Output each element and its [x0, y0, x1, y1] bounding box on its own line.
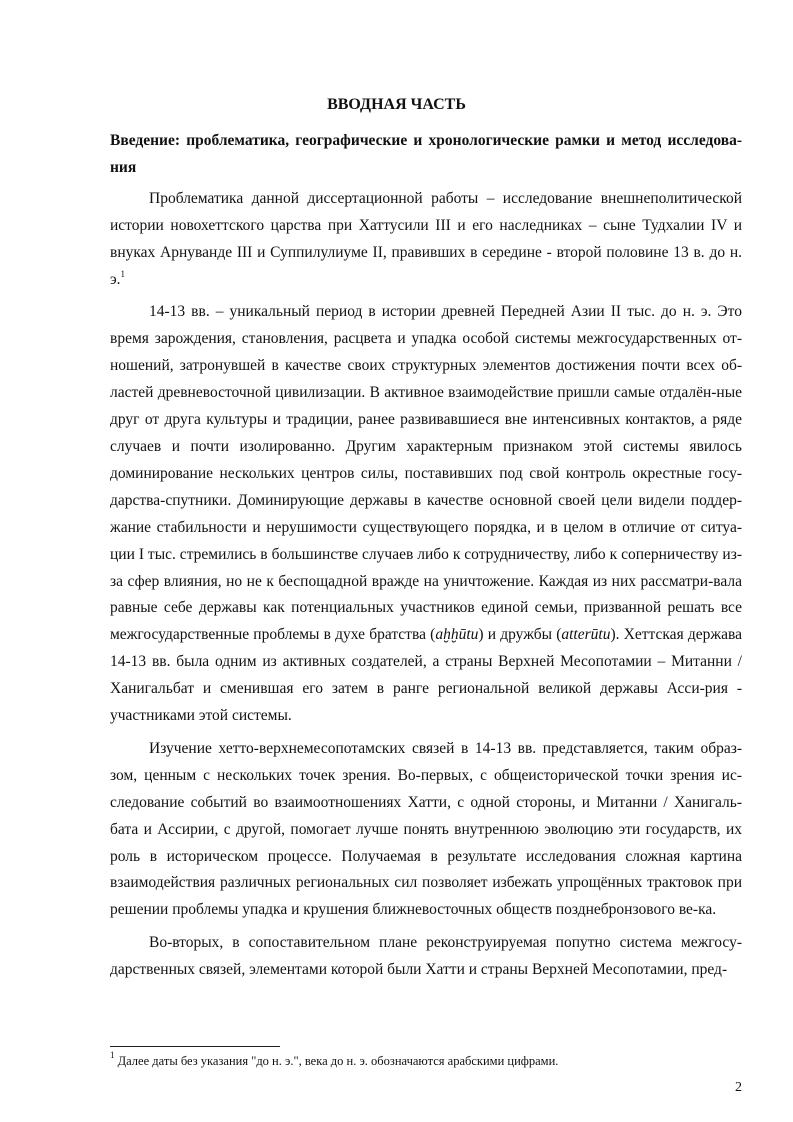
footnote-reference: 1 [120, 268, 126, 279]
term-ahhutu: aḫḫūtu [435, 626, 479, 644]
paragraph-2-text-a: 14-13 вв. – уникальный период в истории древней Передней Азии II тыс. до н. э. Это время зарождения, становления, расцвета и упадка особой системы межгосударственных от-ношений, затронувшей в качестве своих структурных элементов достижения почти всех об-ластей древневосточной цивилизации. В активное взаимодействие пришли самые отдалён-ные друг от друга культуры и традиции, ранее развивавшиеся вне интенсивных контактов, а ряде случаев и почти изолированно. Другим характерным признаком этой системы явилось доминирование нескольких центров силы, поставивших под свой контроль окрестные госу-дарства-спутники. Доминирующие державы в качестве основной своей цели видели поддер-жание стабильности и нерушимости существующего порядка, и в целом в отличие от ситуа-ции I тыс. стремились в большинстве случаев либо к сотрудничеству, либо к соперничеству из-за сфер влияния, но не к беспощадной вражде на уничтожение. Каждая из них рассматри-вала равные себе державы как потенциальных участников единой семьи, призванной решать все межгосударственные проблемы в духе братства ( [110, 303, 742, 644]
footnote-divider [110, 1046, 280, 1047]
paragraph-1 [110, 186, 742, 294]
page-title: ВВОДНАЯ ЧАСТЬ [327, 96, 466, 113]
page-number: 2 [735, 1080, 742, 1095]
body-text [110, 128, 742, 984]
paragraph-2 [110, 299, 742, 730]
term-atterutu: atterūtu [561, 626, 611, 644]
paragraph-3: Изучение хетто-верхнемесопотамских связей в 14-13 вв. представляется, таким образ-зом, ценным с нескольких точек зрения. Во-первых, с общеисторической точки зрения ис-следование событий во взаимоотношениях Хатти, с одной стороны, и Митанни / Ханигаль-бата и Ассирии, с другой, помогает лучше понять внутреннюю эволюцию эти государств, их роль в историческом процессе. Получаемая в результате исследования сложная картина взаимодействия различных региональных сил позволяет избежать упрощённых трактовок при решении проблемы упадка и крушения ближневосточных обществ позднебронзового ве-ка. [110, 739, 742, 919]
footnote-text: Далее даты без указания "до н. э.", века до н. э. обозначаются арабскими цифрами. [117, 1054, 559, 1068]
paragraph-1-text: Проблематика данной диссертационной работы – исследование внешнеполитической истории новохеттского царства при Хаттусили III и его наследниках – сыне Тудхалии IV и внуках Арнуванде III и Суппилулиуме II, правивших в середине - второй половине 13 в. до н. э. [110, 189, 742, 288]
footnote [110, 1050, 742, 1069]
footnote-mark: 1 [110, 1050, 115, 1060]
paragraph-2-text-c: ). Хеттская держава 14-13 вв. была одним из активных создателей, а страны Верхней Месопотамии – Митанни / Ханигальбат и сменившая его затем в ранге региональной великой державы Асси-рия - участниками этой системы. [110, 626, 742, 725]
section-subtitle: Введение: проблематика, географические и хронологические рамки и метод исследова-ния [110, 132, 742, 176]
paragraph-2-text-b: ) и дружбы ( [478, 626, 562, 644]
paragraph-4: Во-вторых, в сопоставительном плане реконструируемая попутно система межгосу-дарственных связей, элементами которой были Хатти и страны Верхней Месопотамии, пред- [110, 934, 742, 979]
